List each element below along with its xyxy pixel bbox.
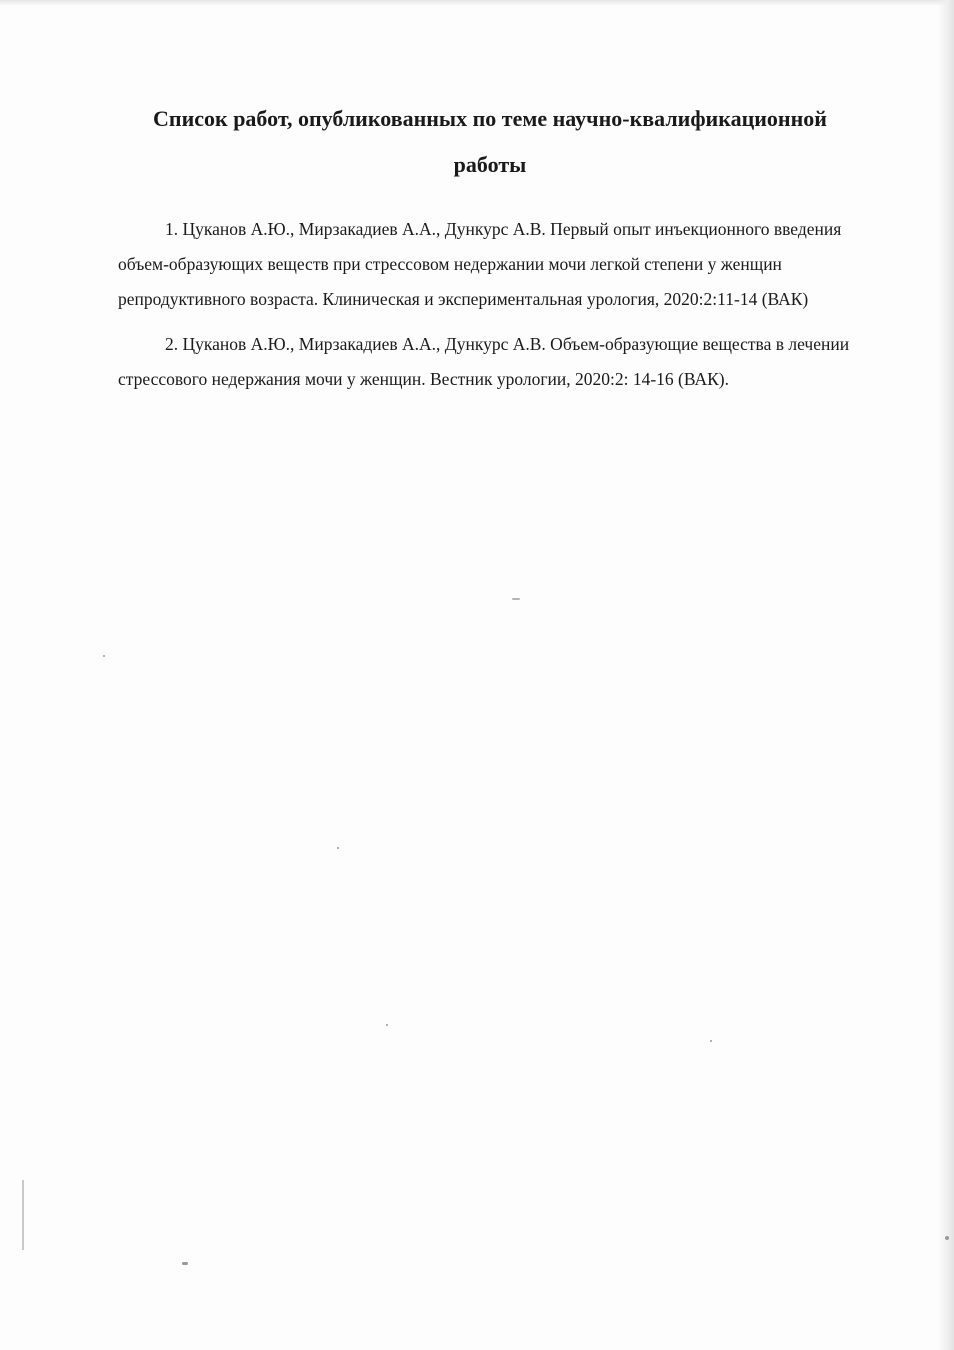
reference-item <box>118 212 868 317</box>
scan-speck <box>103 655 105 657</box>
scan-speck <box>512 598 520 600</box>
scan-edge-top <box>0 0 954 6</box>
reference-text: Цуканов А.Ю., Мирзакадиев А.А., Дункурс А.В. Объем-образующие вещества в лечении стрессового недержания мочи у женщин. Вестник урологии, 2020:2: 14-16 (ВАК). <box>118 334 850 389</box>
scan-speck <box>710 1040 712 1042</box>
scan-speck <box>182 1262 188 1265</box>
title-line-1: Список работ, опубликованных по теме научно-квалификационной <box>153 106 827 131</box>
page-title <box>110 96 870 188</box>
reference-number: 2. <box>165 334 179 354</box>
reference-number: 1. <box>165 219 179 239</box>
title-line-2: работы <box>453 152 527 177</box>
scan-edge-left <box>22 1180 24 1250</box>
scan-edge-right <box>938 0 954 1350</box>
reference-text: Цуканов А.Ю., Мирзакадиев А.А., Дункурс А.В. Первый опыт инъекционного введения объем-образующих веществ при стрессовом недержании мочи легкой степени у женщин репродуктивного возраста. Клиническая и экспериментальная урология, 2020:2:11-14 (ВАК) <box>118 219 842 309</box>
scan-speck <box>945 1236 949 1240</box>
reference-list <box>118 212 868 407</box>
scan-speck <box>386 1024 388 1026</box>
scan-speck <box>337 847 339 849</box>
reference-item <box>118 327 868 397</box>
